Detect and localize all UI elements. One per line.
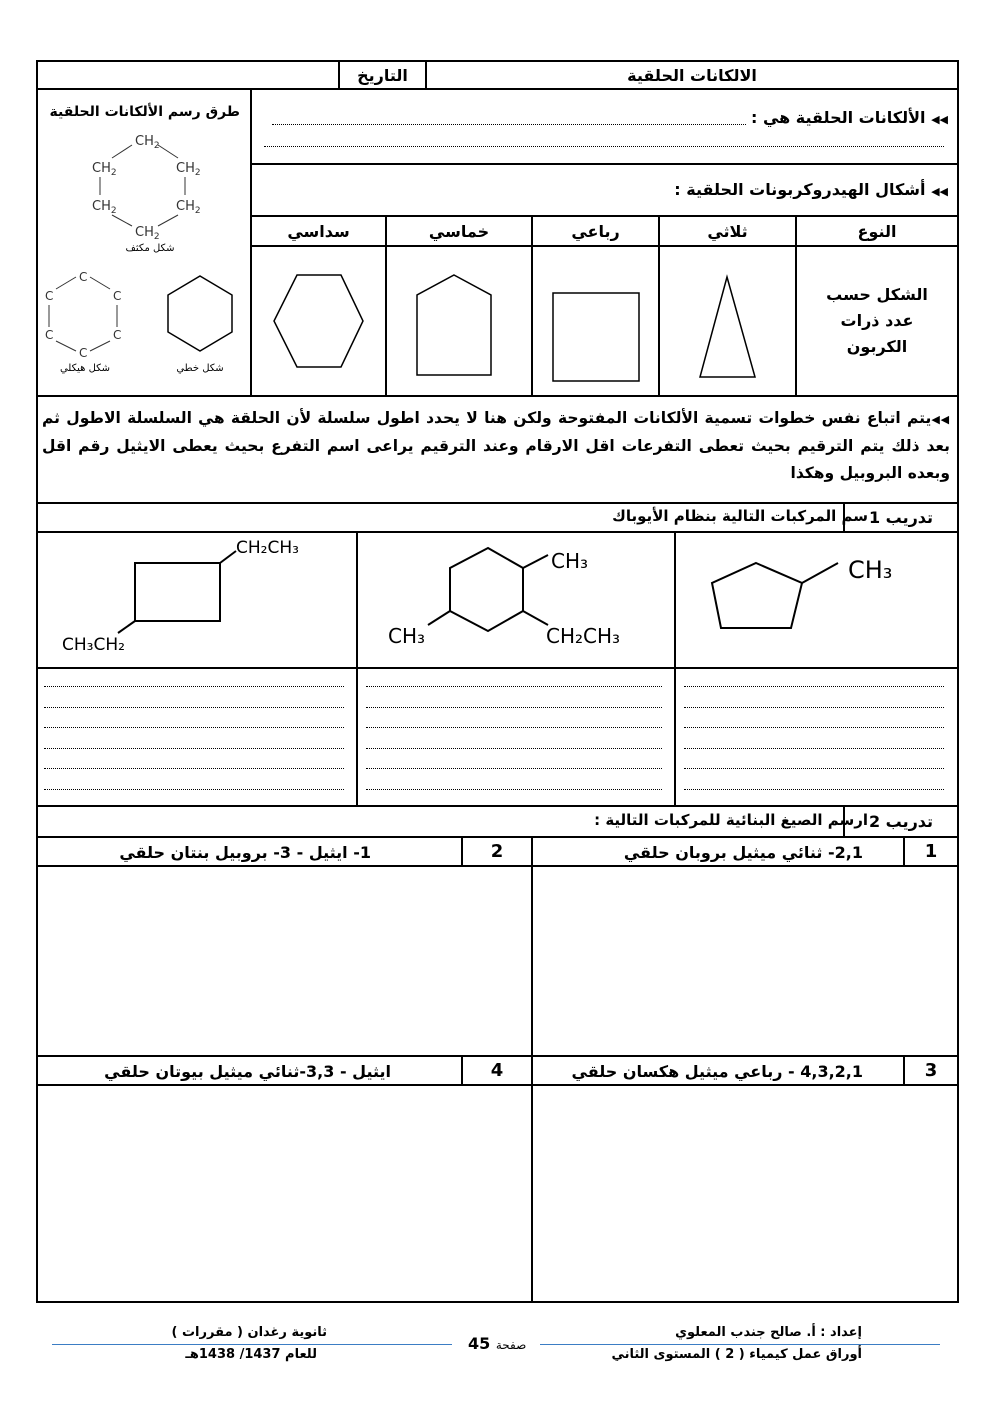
item-number: 3 [903,1055,959,1086]
type-four: رباعي [531,215,660,247]
answer-cell[interactable] [36,667,358,807]
training1-instruction: سم المركبات التالية بنظام الأيوباك [612,507,868,525]
methyl-group: CH₃ [388,624,426,648]
answer-line[interactable] [44,727,344,728]
condensed-label: شكل مكثف [125,243,175,254]
compound-cell [356,531,676,669]
type-three: ثلاثي [658,215,797,247]
drawing-area[interactable] [531,1084,959,1303]
type-five: خماسي [385,215,533,247]
svg-text:C: C [79,270,88,284]
title-cell [425,60,959,90]
answer-line[interactable] [366,768,662,769]
svg-text:C: C [45,289,54,303]
item-number: 4 [461,1055,533,1086]
definition-answer-line[interactable] [264,146,944,147]
shape-cell [250,245,387,397]
footer-line [52,1344,452,1345]
footer-line [540,1344,940,1345]
svg-text:C: C [113,328,122,342]
shape-cell [658,245,797,397]
svg-text:CH2: $CH_2$ [92,199,117,216]
item-name-cell [36,836,463,867]
answer-line[interactable] [684,727,944,728]
date-field[interactable] [36,60,340,90]
item-name: 2,1- ثنائي ميثيل بروبان حلقي [623,843,863,862]
item-name: ايثيل - 3,3-ثنائي ميثيل بيوتان حلقي [104,1062,391,1081]
item-number: 1 [903,836,959,867]
triangle-shape [700,277,755,377]
item-name-cell [36,1055,463,1086]
drawing-methods-title: طرق رسم الألكانات الحلقية [49,104,240,120]
skeletal-label: شكل هيكلي [59,363,111,374]
pentagon-shape [417,275,491,375]
answer-line[interactable] [366,789,662,790]
answer-line[interactable] [44,768,344,769]
svg-text:CH2: $CH_2$ [176,161,201,178]
drawing-area[interactable] [36,865,533,1057]
svg-text:C: C [45,328,54,342]
date-label-cell [338,60,427,90]
svg-text:C: C [79,346,88,360]
compound-cell [674,531,959,669]
hexagon-shape [274,275,363,367]
answer-line[interactable] [684,748,944,749]
footer-course: أوراق عمل كيمياء ( 2 ) المستوى الثاني [611,1347,862,1362]
answer-line[interactable] [44,789,344,790]
answer-line[interactable] [44,686,344,687]
shape-cell [531,245,660,397]
answer-line[interactable] [366,707,662,708]
answer-line[interactable] [684,789,944,790]
footer-school: ثانوية رغدان ( مقررات ) [171,1325,327,1340]
square-shape [553,293,639,381]
training2-instruction: ارسم الصيغ البنائية للمركبات التالية : [594,811,868,829]
answer-line[interactable] [366,748,662,749]
definition-label: ◀◀ الألكانات الحلقية هي : [750,108,948,127]
item-number: 2 [461,836,533,867]
compound-cell [36,531,358,669]
answer-line[interactable] [684,707,944,708]
methyl-group: CH₃ [848,556,893,584]
type-header: النوع [795,215,959,247]
answer-line[interactable] [44,748,344,749]
item-name: 1- ايثيل - 3- بروبيل بنتان حلقي [119,843,371,862]
shape-label-cell: الشكل حسب عدد ذرات الكربون [795,245,959,397]
footer-author: إعداد : أ. صالح جندب المعلوي [675,1325,862,1340]
definition-answer-line[interactable] [272,124,746,125]
drawing-area[interactable] [531,865,959,1057]
answer-cell[interactable] [356,667,676,807]
answer-line[interactable] [684,686,944,687]
drawing-methods-figures [40,125,250,390]
svg-text:CH2: $CH_2$ [135,134,160,151]
date-label: التاريخ [357,65,408,85]
naming-rules-text: ◀◀يتم اتباع نفس خطوات تسمية الألكانات المفتوحة ولكن هنا لا يحدد اطول سلسلة لأن الحلقة هي السلسلة الاطول ثم بعد ذلك يتم الترقيم بحيث تعطى التفرعات اقل الارقام وعند الترقيم يراعى اسم التفرع بحيث يعطى الايثيل رقم اقل وبعده البروبيل وهكذا [42,409,950,482]
methyl-group: CH₃ [551,549,589,573]
item-name-cell [531,836,905,867]
training1-label-cell: تدريب 1 [843,502,959,533]
svg-text:C: C [113,289,122,303]
svg-text:CH2: $CH_2$ [135,225,160,242]
answer-line[interactable] [366,727,662,728]
answer-cell[interactable] [674,667,959,807]
page-number: صفحة 45 [468,1334,527,1353]
footer-year: للعام 1437/ 1438هـ [185,1347,317,1362]
line-label: شكل خطي [176,363,224,374]
svg-text:CH2: $CH_2$ [92,161,117,178]
shapes-title: ◀◀ أشكال الهيدروكربونات الحلقية : [674,180,948,199]
answer-line[interactable] [684,768,944,769]
type-six: سداسي [250,215,387,247]
item-name: 4,3,2,1 - رباعي ميثيل هكسان حلقي [571,1062,863,1081]
shape-cell [385,245,533,397]
svg-text:CH2: $CH_2$ [176,199,201,216]
skeletal-formula [45,270,121,360]
training2-label-cell: تدريب 2 [843,805,959,838]
ethyl-group: CH₂CH₃ [546,624,621,648]
answer-line[interactable] [44,707,344,708]
ethyl-group: CH₂CH₃ [236,538,299,558]
line-formula-hexagon [168,276,232,351]
condensed-formula [92,134,201,242]
answer-line[interactable] [366,686,662,687]
drawing-area[interactable] [36,1084,533,1303]
worksheet-title: الالكانات الحلقية [627,65,757,85]
ethyl-group: CH₃CH₂ [62,635,125,655]
item-name-cell [531,1055,905,1086]
